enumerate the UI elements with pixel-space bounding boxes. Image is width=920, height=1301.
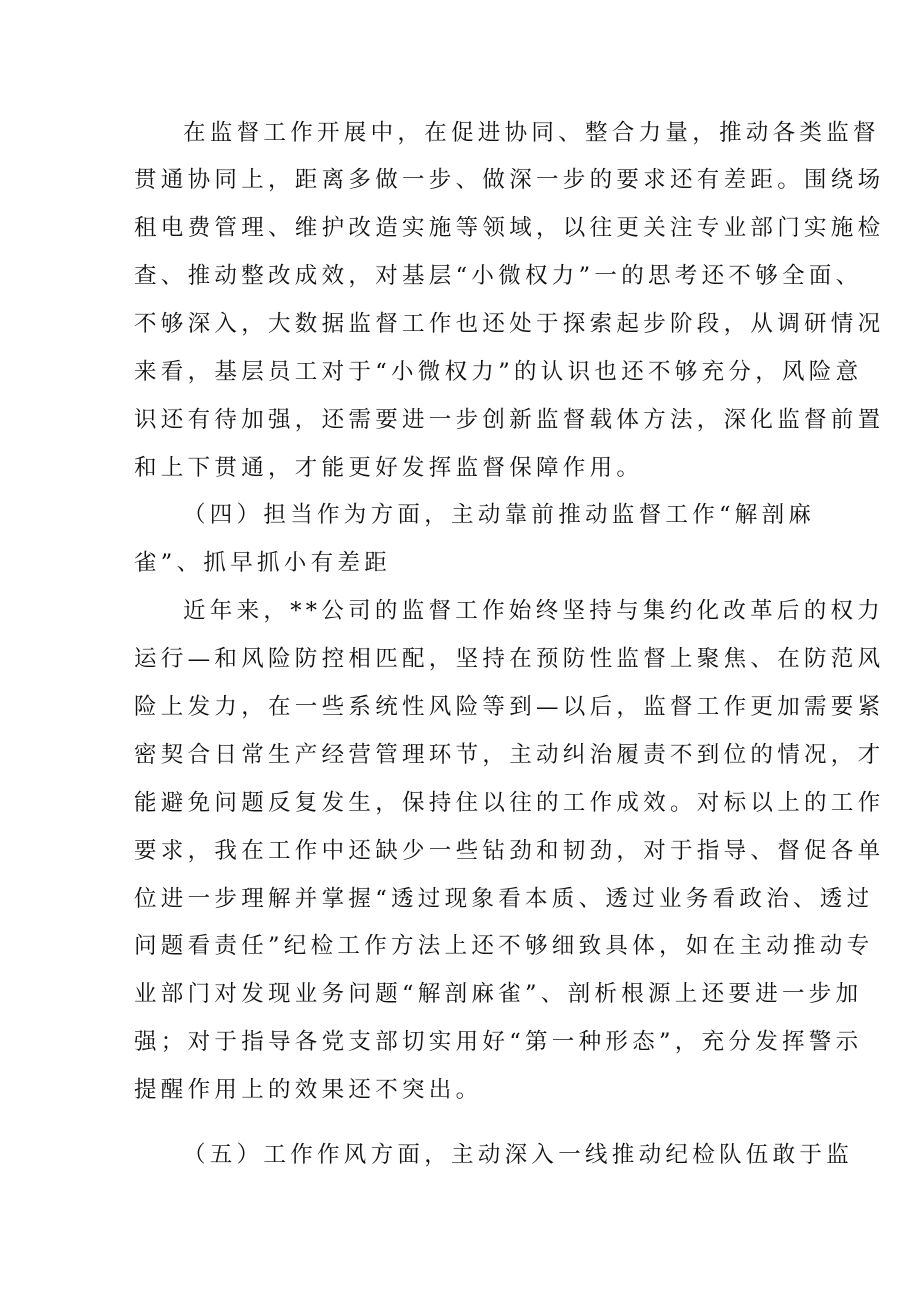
text-line: 租电费管理、维护改造实施等领域，以往更关注专业部门实施检 bbox=[134, 215, 885, 241]
text-line: 近年来，**公司的监督工作始终坚持与集约化改革后的权力 bbox=[183, 598, 885, 624]
text-line: 查、推动整改成效，对基层“小微权力”一的思考还不够全面、 bbox=[134, 263, 863, 289]
text-line: 不够深入，大数据监督工作也还处于探索起步阶段，从调研情况 bbox=[134, 311, 885, 337]
heading-line: （五）工作作风方面，主动深入一线推动纪检队伍敢于监 bbox=[183, 1142, 854, 1168]
text-line: 运行—和风险防控相匹配，坚持在预防性监督上聚焦、在防范风 bbox=[134, 646, 885, 672]
text-line: 位进一步理解并掌握“透过现象看本质、透过业务看政治、透过 bbox=[134, 886, 874, 912]
text-line: 识还有待加强，还需要进一步创新监督载体方法，深化监督前置 bbox=[134, 407, 885, 433]
text-line: 和上下贯通，才能更好发挥监督保障作用。 bbox=[134, 455, 644, 481]
text-line: 在监督工作开展中，在促进协同、整合力量，推动各类监督 bbox=[183, 120, 880, 146]
text-line: 提醒作用上的效果还不突出。 bbox=[134, 1077, 483, 1103]
text-line: 贯通协同上，距离多做一步、做深一步的要求还有差距。围绕场 bbox=[134, 167, 885, 193]
text-line: 问题看责任”纪检工作方法上还不够细致具体，如在主动推动专 bbox=[134, 933, 874, 959]
text-line: 密契合日常生产经营管理环节，主动纠治履责不到位的情况，才 bbox=[134, 742, 885, 768]
heading-line: 雀”、抓早抓小有差距 bbox=[134, 550, 392, 576]
text-line: 能避免问题反复发生，保持住以往的工作成效。对标以上的工作 bbox=[134, 790, 885, 816]
text-line: 强；对于指导各党支部切实用好“第一种形态”，充分发挥警示 bbox=[134, 1029, 863, 1055]
text-line: 业部门对发现业务问题“解剖麻雀”、剖析根源上还要进一步加 bbox=[134, 981, 863, 1007]
heading-line: （四）担当作为方面，主动靠前推动监督工作“解剖麻 bbox=[183, 502, 816, 528]
text-line: 险上发力，在一些系统性风险等到—以后，监督工作更加需要紧 bbox=[134, 694, 885, 720]
text-line: 要求，我在工作中还缺少一些钻劲和韧劲，对于指导、督促各单 bbox=[134, 838, 885, 864]
text-line: 来看，基层员工对于“小微权力”的认识也还不够充分，风险意 bbox=[134, 359, 863, 385]
